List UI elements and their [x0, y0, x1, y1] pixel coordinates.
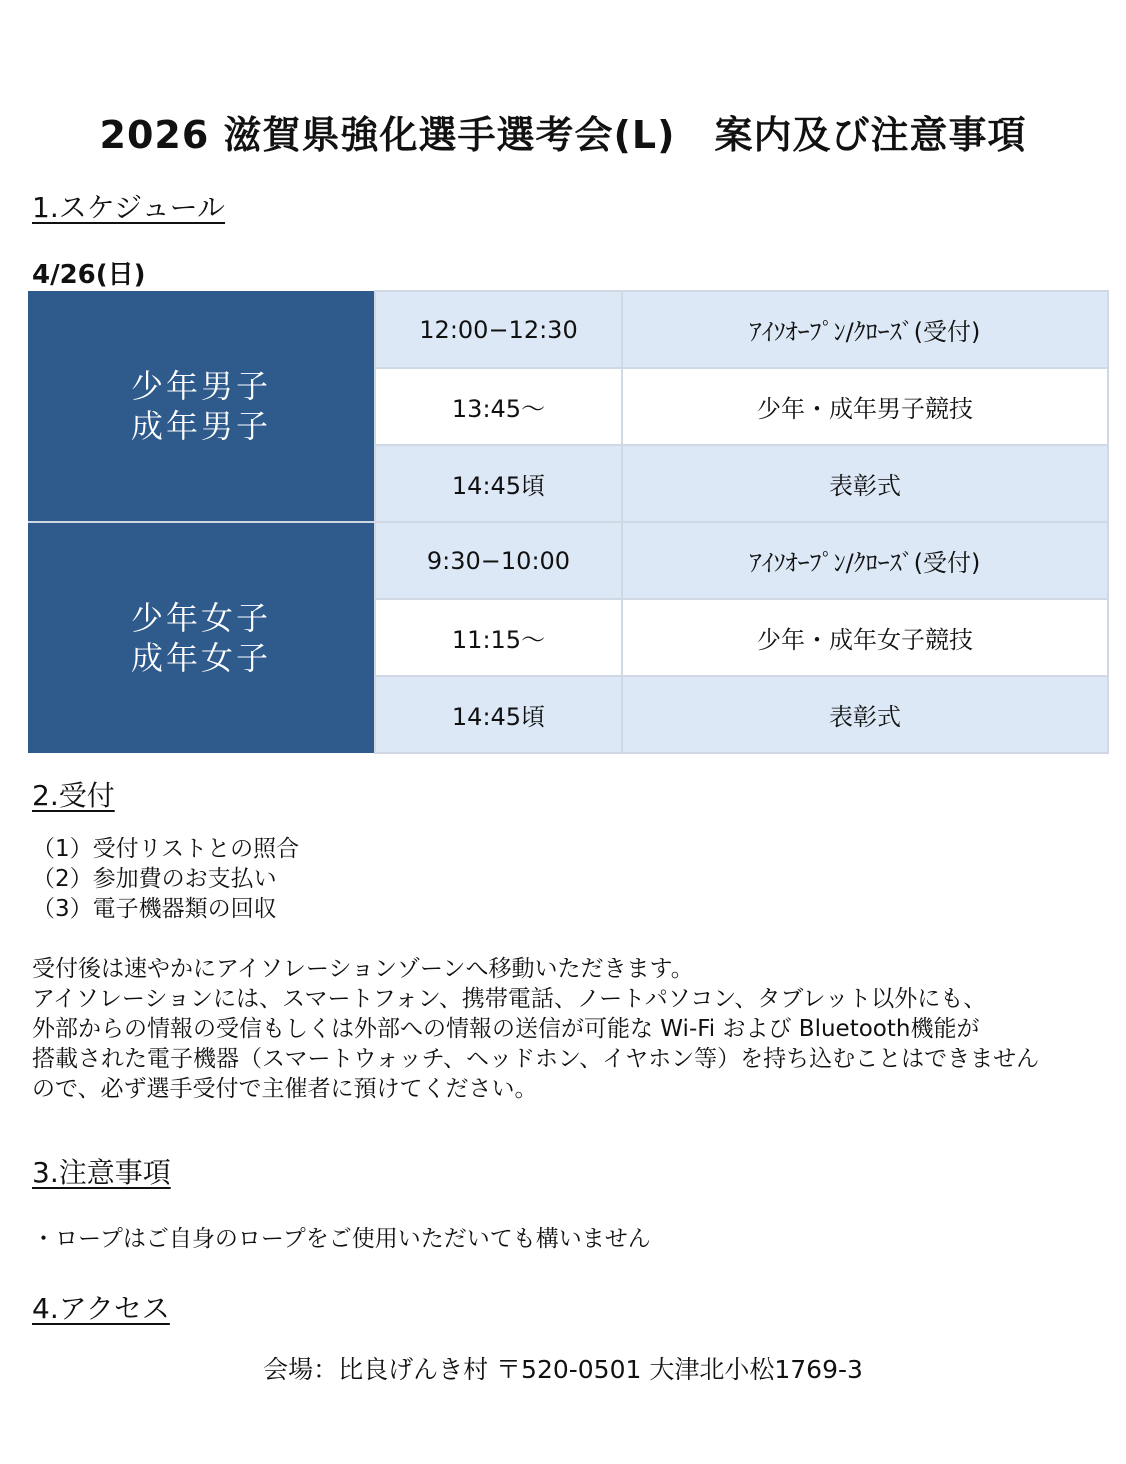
paragraph-line: 搭載された電子機器（スマートウォッチ、ヘッドホン、イヤホン等）を持ち込むことはできません	[32, 1046, 1040, 1072]
event-cell: 表彰式	[622, 676, 1108, 753]
list-item: （1）受付リストとの照合	[32, 836, 300, 862]
group-name-line1: 少年女子	[130, 599, 271, 637]
table-row	[28, 522, 1108, 599]
page-title: 2026 滋賀県強化選手選考会(L) 案内及び注意事項	[99, 113, 1027, 157]
time-cell: 14:45頃	[375, 676, 622, 753]
time-cell: 11:15〜	[375, 599, 622, 676]
time-cell: 13:45〜	[375, 368, 622, 445]
event-cell: 表彰式	[622, 445, 1108, 522]
group-cell-men	[28, 291, 375, 522]
paragraph-line: 受付後は速やかにアイソレーションゾーンへ移動いただきます。	[32, 956, 694, 982]
event-cell: 少年・成年女子競技	[622, 599, 1108, 676]
event-cell: ｱｲｿｵｰﾌﾟﾝ/ｸﾛｰｽﾞ(受付)	[622, 291, 1108, 368]
access-text: 会場：比良げんき村 〒520-0501 大津北小松1769-3	[263, 1355, 863, 1384]
reception-list	[32, 834, 299, 924]
schedule-date: 4/26(日)	[32, 260, 146, 290]
time-cell: 9:30−10:00	[375, 522, 622, 599]
list-item: （2）参加費のお支払い	[32, 866, 277, 892]
schedule-heading: 1.スケジュール	[32, 191, 226, 224]
time-cell: 12:00−12:30	[375, 291, 622, 368]
group-cell-women	[28, 522, 375, 753]
notes-heading: 3.注意事項	[32, 1156, 171, 1189]
reception-heading: 2.受付	[32, 779, 115, 812]
paragraph-line: アイソレーションには、スマートフォン、携帯電話、ノートパソコン、タブレット以外にも、	[32, 986, 987, 1012]
table-row	[28, 291, 1108, 368]
reception-paragraph	[32, 954, 1102, 1104]
group-name-line1: 少年男子	[130, 367, 271, 405]
list-item: （3）電子機器類の回収	[32, 896, 277, 922]
event-cell: ｱｲｿｵｰﾌﾟﾝ/ｸﾛｰｽﾞ(受付)	[622, 522, 1108, 599]
group-name-line2: 成年男子	[130, 407, 271, 445]
note-text: ・ロープはご自身のロープをご使用いただいても構いません	[32, 1226, 651, 1252]
paragraph-line: ので、必ず選手受付で主催者に預けてください。	[32, 1076, 538, 1102]
time-cell: 14:45頃	[375, 445, 622, 522]
group-name-line2: 成年女子	[130, 639, 271, 677]
event-cell: 少年・成年男子競技	[622, 368, 1108, 445]
access-heading: 4.アクセス	[32, 1292, 170, 1325]
paragraph-line: 外部からの情報の受信もしくは外部への情報の送信が可能な Wi-Fi および Bluetooth機能が	[32, 1016, 980, 1042]
schedule-table	[28, 290, 1109, 754]
